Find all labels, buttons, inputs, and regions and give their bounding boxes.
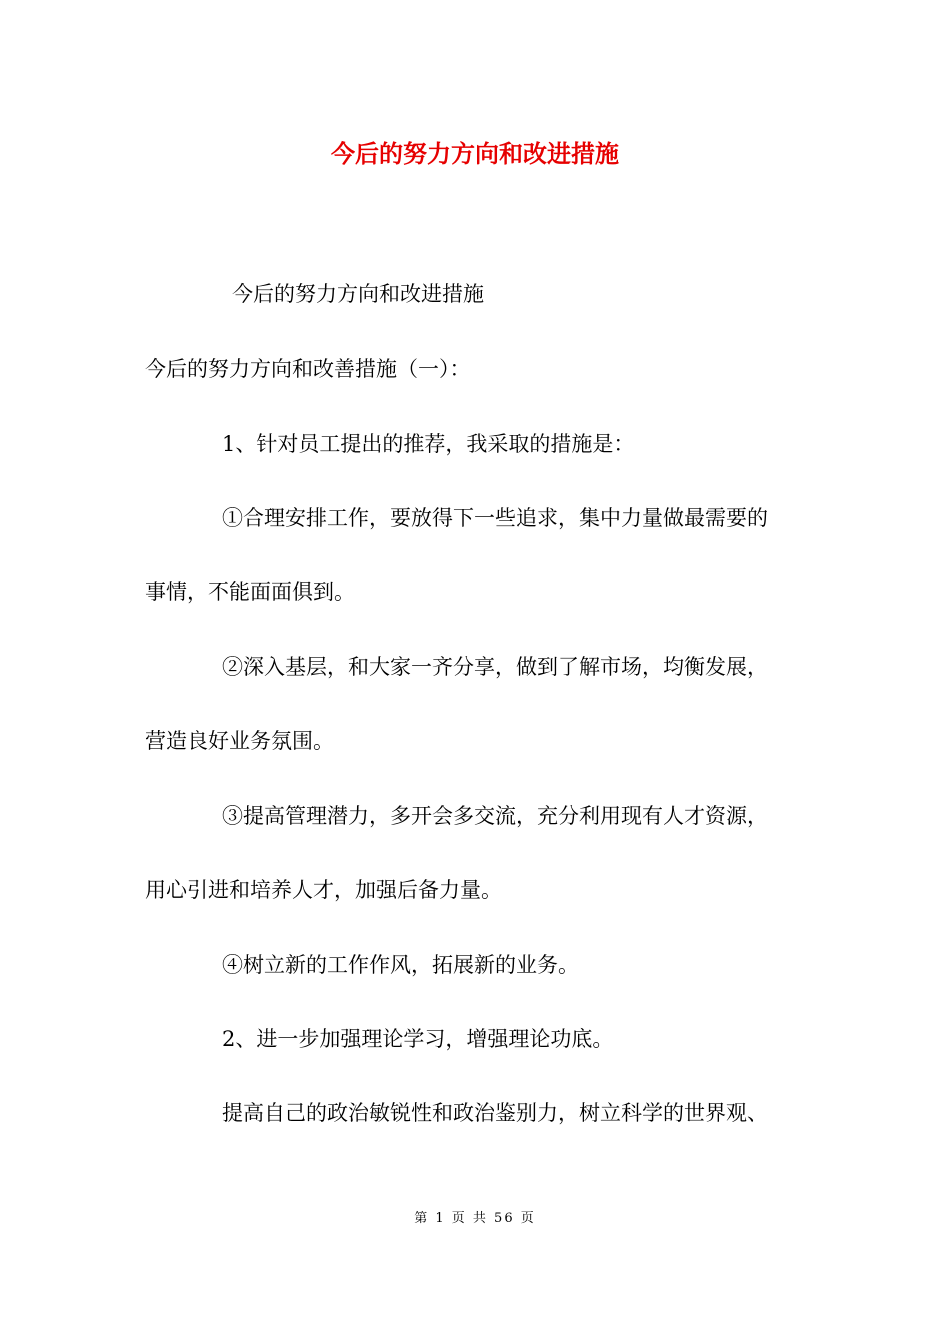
paragraph-line: 1、针对员工提出的推荐，我采取的措施是： xyxy=(222,432,635,456)
paragraph-line: ①合理安排工作，要放得下一些追求，集中力量做最需要的 xyxy=(222,506,768,530)
paragraph-line: 营造良好业务氛围。 xyxy=(145,729,334,753)
paragraph-line: ②深入基层，和大家一齐分享，做到了解市场，均衡发展， xyxy=(222,655,768,679)
document-subtitle: 今后的努力方向和改进措施 xyxy=(232,282,484,306)
paragraph-line: 今后的努力方向和改善措施（一）： xyxy=(145,357,471,381)
paragraph-line: 提高自己的政治敏锐性和政治鉴别力，树立科学的世界观、 xyxy=(222,1101,768,1125)
paragraph-line: 事情，不能面面俱到。 xyxy=(145,580,355,604)
paragraph-line: ③提高管理潜力，多开会多交流，充分利用现有人才资源， xyxy=(222,804,768,828)
paragraph-line: ④树立新的工作作风，拓展新的业务。 xyxy=(222,953,579,977)
paragraph-line: 用心引进和培养人才，加强后备力量。 xyxy=(145,878,502,902)
document-title: 今后的努力方向和改进措施 xyxy=(331,139,619,168)
paragraph-line: 2、进一步加强理论学习，增强理论功底。 xyxy=(222,1027,614,1051)
page-number-footer: 第 1 页 共 56 页 xyxy=(414,1211,536,1226)
